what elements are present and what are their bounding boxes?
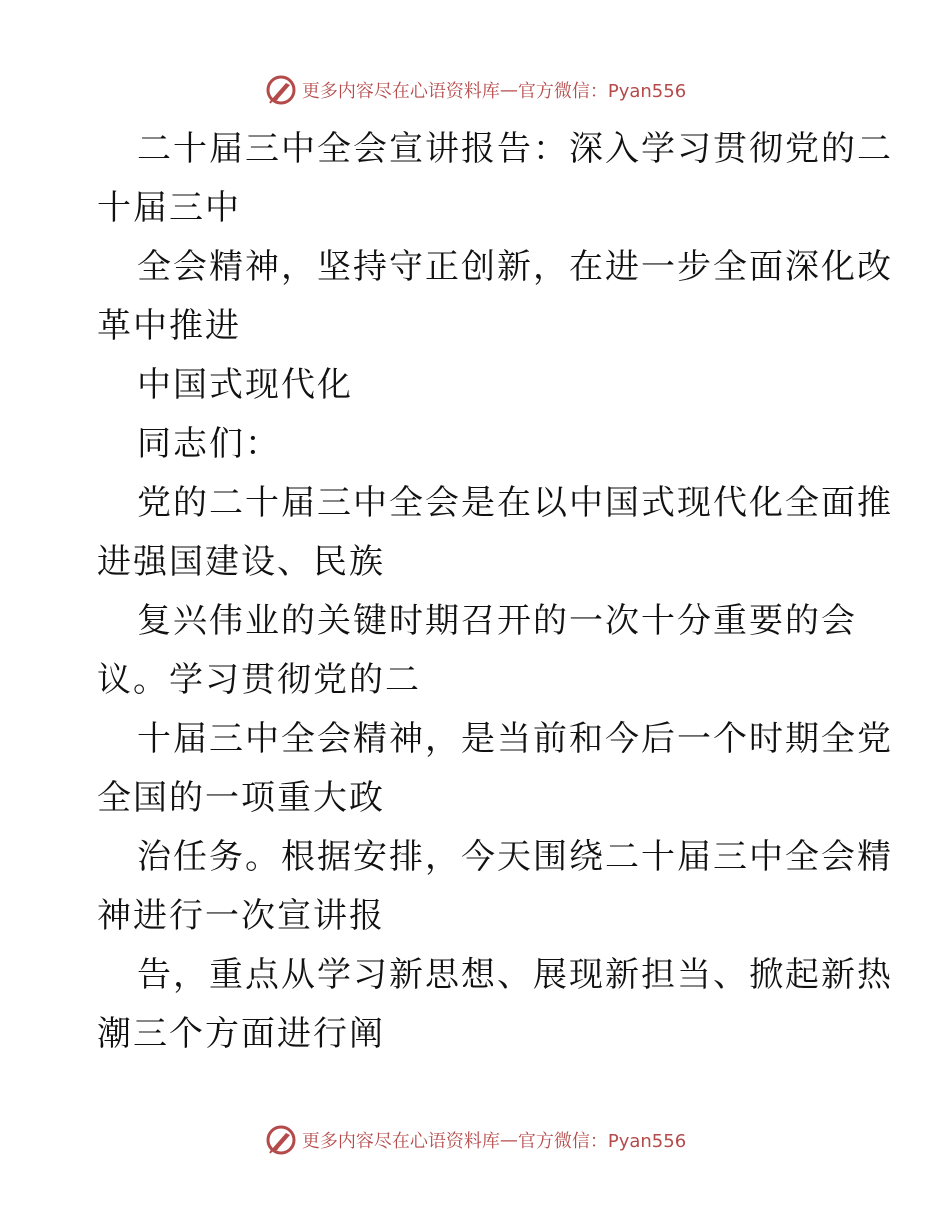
footer-contact-text: 官方微信：Pyan556 [517,1131,687,1152]
header-contact-text: 官方微信：Pyan556 [517,81,687,102]
body-line: 同志们： [137,424,281,464]
body-line: 进强国建设、民族 [97,542,385,582]
body-line: 治任务。根据安排，今天围绕二十届三中全会精 [137,837,893,877]
body-line: 告，重点从学习新思想、展现新担当、掀起新热 [137,955,893,995]
footer-watermark-banner [0,1120,950,1160]
body-line: 潮三个方面进行阐 [97,1014,385,1054]
body-line: 全国的一项重大政 [97,778,385,818]
footer-site-text: 更多内容尽在心语资料库 [301,1131,500,1152]
body-line: 神进行一次宣讲报 [97,896,385,936]
body-line: 议。学习贯彻党的二 [97,660,421,700]
body-line: 党的二十届三中全会是在以中国式现代化全面推 [137,483,893,523]
body-line: 全会精神，坚持守正创新，在进一步全面深化改 [137,247,893,287]
footer-separator: — [499,1129,518,1151]
body-line: 革中推进 [97,306,241,346]
header-watermark-banner [0,70,950,110]
body-line: 二十届三中全会宣讲报告：深入学习贯彻党的二 [137,129,893,169]
header-site-text: 更多内容尽在心语资料库 [301,81,500,102]
header-separator: — [499,79,518,101]
body-line: 十届三中全会精神，是当前和今后一个时期全党 [137,719,893,759]
body-line: 中国式现代化 [137,365,353,405]
body-line: 复兴伟业的关键时期召开的一次十分重要的会 [137,601,857,641]
body-line: 十届三中 [97,188,241,228]
document-body [97,120,893,1064]
quill-logo-icon [264,73,298,107]
quill-logo-icon [264,1123,298,1157]
